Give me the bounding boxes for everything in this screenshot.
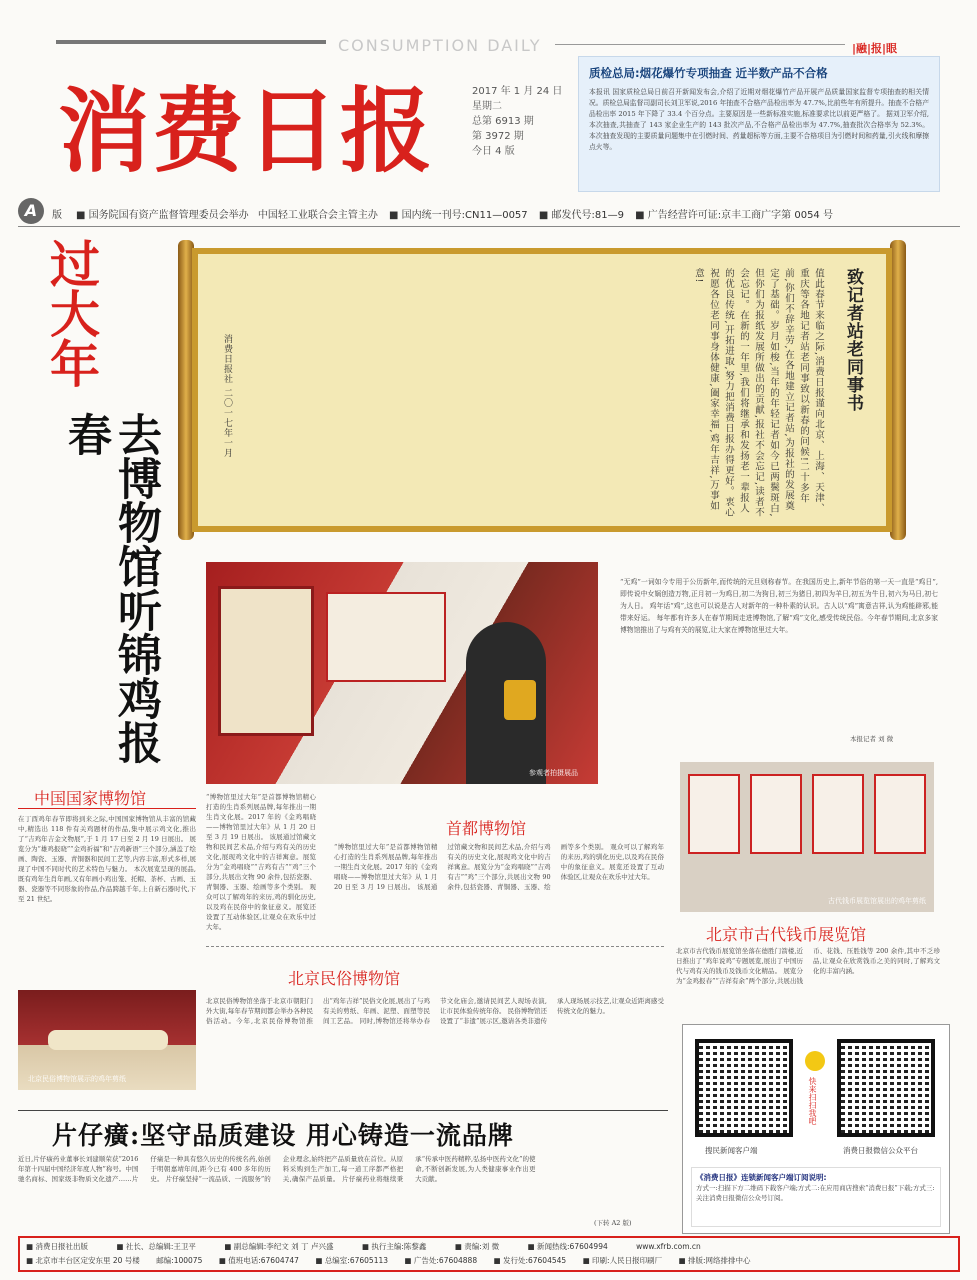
info-bar-item: ■ 国务院国有资产监督管理委员会举办 [76,210,249,221]
footer-url[interactable]: www.xfrb.com.cn [636,1242,701,1251]
total-issue: 总第 6913 期 [472,116,534,127]
english-name: CONSUMPTION DAILY [338,36,542,55]
feature-headline-black: 去博物馆听锦鸡报春 [60,412,161,764]
footer-item: ■ 发行处:67604545 [493,1256,567,1265]
header-tags: |融|报|眼 [852,42,898,55]
qr-code-app[interactable] [695,1039,793,1137]
museum-text-capital-col1: “博物馆里过大年”是首都博物馆精心打造的生肖系列展品牌,每年推出一期生肖文化展。2017 年的《金鸡唱晓——博物馆里过大年》从 1 月 20 日至 3 月 19 日展出。 该展通过馆藏文物和民间艺术品,介绍与鸡有关的历史文化,展现鸡文化中的吉祥寓意。展览分为“金鸡唱晓”“吉鸡有吉”“鸡”三个部分,共展出文物 90 余件,包括瓷器、青铜器、玉器、绘画等多个类别。 观众可以了解鸡年的来历,鸡的驯化历史,以及鸡在民俗中的象征意义。展览还设置了互动体验区,让观众在欢乐中过大年。 [206,793,316,931]
issue-number: 第 3972 期 [472,131,524,142]
masthead-title: 消费日报 [58,77,435,185]
folk-museum-photo-caption: 北京民俗博物馆展示的鸡年剪纸 [28,1075,126,1083]
second-story-headline[interactable]: 片仔癀:坚守品质建设 用心铸造一流品牌 [52,1121,514,1150]
footer-row-2 [26,1254,952,1268]
header-rule-right [555,44,845,45]
feature-intro: “无鸡”一词如今专用于公历新年,而传统的元旦则称春节。在我国历史上,新年节俗的第一天一直是“鸡日”,即传说中女娲创造万物,正月初一为鸡日,初二为狗日,初三为猪日,初四为羊日,初五为牛日,初六为马日,初七为人日。 鸡年话“鸡”,这也可以说是古人对新年的一种朴素的认识。古人以“鸡”寓意吉祥,认为鸡能辟邪,能带来好运。 每年都有许多人在春节期间走进博物馆,了解“鸡”文化,感受传统民俗。今年春节期间,北京多家博物馆推出了与鸡有关的展览,让大家在博物馆里过大年。 [620,578,938,634]
paper-cut-photo-caption: 古代钱币展览馆展出的鸡年剪纸 [828,897,926,905]
footer-item: ■ 副总编辑:李纪文 刘 丁 卢兴盛 [224,1242,334,1251]
info-bar-rule [18,226,960,227]
footer-item: ■ 责编:刘 微 [454,1242,500,1251]
paper-cut-frame [812,774,864,854]
scroll-title: 致记者站老同事书 [843,268,863,412]
paper-cut-frame [874,774,926,854]
info-bar-item: 中国轻工业联合会主管主办 [257,210,378,221]
footer-item: ■ 消费日报社出版 [26,1242,88,1251]
dateline [472,84,562,159]
info-bar-item: ■ 广告经营许可证:京丰工商广字第 0054 号 [635,210,833,221]
edition-label: 版 [52,210,62,221]
visitor-backpack [504,680,536,720]
footer [18,1236,960,1272]
top-news-body: 本报讯 国家质检总局日前召开新闻发布会,介绍了近期对烟花爆竹产品开展产品质量国家监督专项抽查的相关情况。质检总局监督司副司长刘卫军说,2016 年抽查不合格产品检出率为 47.7%,比前些年有所提升。抽查不合格产品检出率 2015 年下降了 33.4 个百分点。主要原因是一些新标准实施,标准要求比以前更严格了。 据刘卫军介绍,本次抽查,共抽查了 143 家企业生产的 143 批次产品,不合格产品检出率为 47.7%,抽查批次合格率为 52.3%。本次抽查发现的主要质量问题集中在引燃时间、药量超标等方面,主要不合格项目为引燃时间和药量,引火线和摩擦点火等。 [589,88,929,151]
scroll-signature: 消费日报社 二〇一七年一月 [222,334,232,458]
museum-title-national[interactable]: 中国国家博物馆 [34,789,147,808]
museum-title-folk[interactable]: 北京民俗博物馆 [288,969,401,988]
museum-text-coin: 北京市古代钱币展览馆坐落在德胜门箭楼,近日推出了“鸡年说鸡”专题展览,展出了中国历代与鸡有关的钱币及钱币文化精品。 展览分为“金鸡报春”“吉祥有余”两个部分,共展出钱币、花钱、压胜钱等 200 余件,其中不乏珍品,让观众在欣赏钱币之美的同时,了解鸡文化的丰富内涵。 [676,947,940,985]
exhibition-photo [206,562,598,784]
footer-item: ■ 值班电话:67604747 [218,1256,299,1265]
header-rule [56,40,326,44]
museum-title-coin[interactable]: 北京市古代钱币展览馆 [706,925,867,944]
museum-text-national: 在丁酉鸡年春节即将到来之际,中国国家博物馆从丰富的馆藏中,精选出 118 件有关鸡题材的作品,集中展示鸡文化,推出了“吉鸡年吉金文物展”,于 1 月 17 日至 2 月 19 日展出。 展览分为“雄鸡报晓”“金鸡祈福”和“吉鸡新语”三个部分,涵盖了绘画、陶瓷、玉器、青铜器和民间工艺等,内容丰富,形式多样,展现了中国不同时代的艺术特色与魅力。 本次展览呈现的展品,既有鸡年生肖年画,又有年画小鸡出笼、托帽、茶杯、古画、玉器、瓷器等不同形象的作品,作品跨越千年,上自新石器时代,下至 21 世纪。 [18,815,196,903]
footer-item: ■ 排版:网络排排中心 [678,1256,751,1265]
scroll-text: 值此春节来临之际,消费日报谨向北京、上海、天津、重庆等各地记者站老同事致以新春的问候!二十多年前,你们不辞辛劳,在各地建立记者站,为报社的发展奠定了基础。岁月如梭,当年的年轻记者如今已两鬓斑白,但你们为报纸发展所做出的贡献,报社不会忘记,读者不会忘记。在新的一年里,我们将继承和发扬老一辈报人的优良传统,开拓进取,努力把消费日报办得更好。衷心祝愿各位老同事身体健康,阖家幸福,鸡年吉祥,万事如意! [693,268,824,518]
footer-item: ■ 北京市丰台区定安东里 20 号楼 [26,1256,140,1265]
paper-cut-frame [688,774,740,854]
exhibit-panel [326,592,446,682]
top-news-box [578,56,940,192]
museum-title-capital[interactable]: 首都博物馆 [446,819,527,838]
edition-badge: A [18,198,44,224]
section-rule [18,808,196,809]
museum-text-capital: “博物馆里过大年”是首都博物馆精心打造的生肖系列展品牌,每年推出一期生肖文化展。2017 年的《金鸡唱晓——博物馆里过大年》从 1 月 20 日至 3 月 19 日展出。 该展通过馆藏文物和民间艺术品,介绍与鸡有关的历史文化,展现鸡文化中的吉祥寓意。展览分为“金鸡唱晓”“吉鸡有吉”“鸡”三个部分,共展出文物 90 余件,包括瓷器、青铜器、玉器、绘画等多个类别。 观众可以了解鸡年的来历,鸡的驯化历史,以及鸡在民俗中的象征意义。展览还设置了互动体验区,让观众在欢乐中过大年。 [334,843,664,891]
qr-promo [691,1167,941,1227]
folk-museum-photo [18,990,196,1090]
rooster-painting [218,586,314,736]
footer-row-1 [26,1240,952,1254]
paper-cut-frame [750,774,802,854]
qr-side-text: 快来扫扫我吧 [808,1077,817,1125]
footer-item: ■ 新闻热线:67604994 [527,1242,608,1251]
info-bar-item: ■ 国内统一刊号:CN11—0057 [389,210,528,221]
qr-right-label: 消费日报微信公众平台 [843,1146,918,1155]
qr-promo-text: 方式一:扫描下方二维码下载客户端;方式二:在应用商店搜索“消费日报”下载;方式三:关注消费日报微信公众号订阅。 [696,1184,935,1202]
footer-item: 邮编:100075 [156,1256,203,1265]
info-bar [76,206,956,221]
footer-item: ■ 总编室:67605113 [315,1256,389,1265]
footer-item: ■ 印刷:人民日报印刷厂 [582,1256,663,1265]
qr-block [682,1024,950,1234]
footer-item: ■ 社长、总编辑:王卫平 [116,1242,196,1251]
issue-weekday: 星期二 [472,101,502,112]
qr-left-label: 搜民新闻客户端 [705,1146,758,1155]
second-story-text: 近日,片仔癀药业董事长刘建顺荣获“2016 年第十四届中国经济年度人物”称号。中国驰名商标、国家级非物质文化遗产……片仔癀是一种具有悠久历史的传统名药,始创于明朝嘉靖年间,距今已有 400 多年的历史。 片仔癀坚持“一流品质、一流服务”的企业理念,始终把产品质量放在首位。从原料采购到生产加工,每一道工序都严格把关,确保产品质量。 片仔癀药业将继续秉承“传承中医药精粹,弘扬中医药文化”的使命,不断创新发展,为人类健康事业作出更大贡献。 [18,1155,536,1183]
issue-date: 2017 年 1 月 24 日 [472,86,563,97]
story-rule [18,1110,668,1111]
qr-promo-title: 《消费日报》连锁新闻客户端订阅说明: [696,1173,827,1182]
info-bar-item: ■ 邮发代号:81—9 [538,210,624,221]
paper-cut-photo [680,762,934,912]
continued-note[interactable]: (下转 A2 版) [594,1219,632,1227]
feature-byline: 本报记者 刘 微 [850,735,894,743]
dashed-separator [206,946,664,947]
feature-headline-red: 过大年 [42,238,100,388]
smiley-icon [805,1051,825,1071]
museum-text-folk: 北京民俗博物馆坐落于北京市朝阳门外大街,每年春节期间都会举办各种民俗活动。今年,北京民俗博物馆推出“鸡年吉祥”民俗文化展,展出了与鸡有关的剪纸、年画、泥塑、面塑等民间工艺品。 同时,博物馆还将举办春节文化庙会,邀请民间艺人现场表演,让市民体验传统年俗。 民俗博物馆还设置了“非遗”展示区,邀请各类非遗传承人现场展示技艺,让观众近距离感受传统文化的魅力。 [206,997,664,1025]
page-count: 今日 4 版 [472,146,515,157]
scroll-letter [192,248,892,532]
exhibition-photo-caption: 参观者拍摄展品 [529,769,578,777]
footer-item: ■ 执行主编:陈黎鑫 [361,1242,427,1251]
footer-item: ■ 广告处:67604888 [404,1256,478,1265]
qr-code-wechat[interactable] [837,1039,935,1137]
top-news-headline[interactable]: 质检总局:烟花爆竹专项抽查 近半数产品不合格 [589,66,828,80]
scroll-rod-right [890,240,906,540]
exhibit-shelf [48,1030,168,1050]
